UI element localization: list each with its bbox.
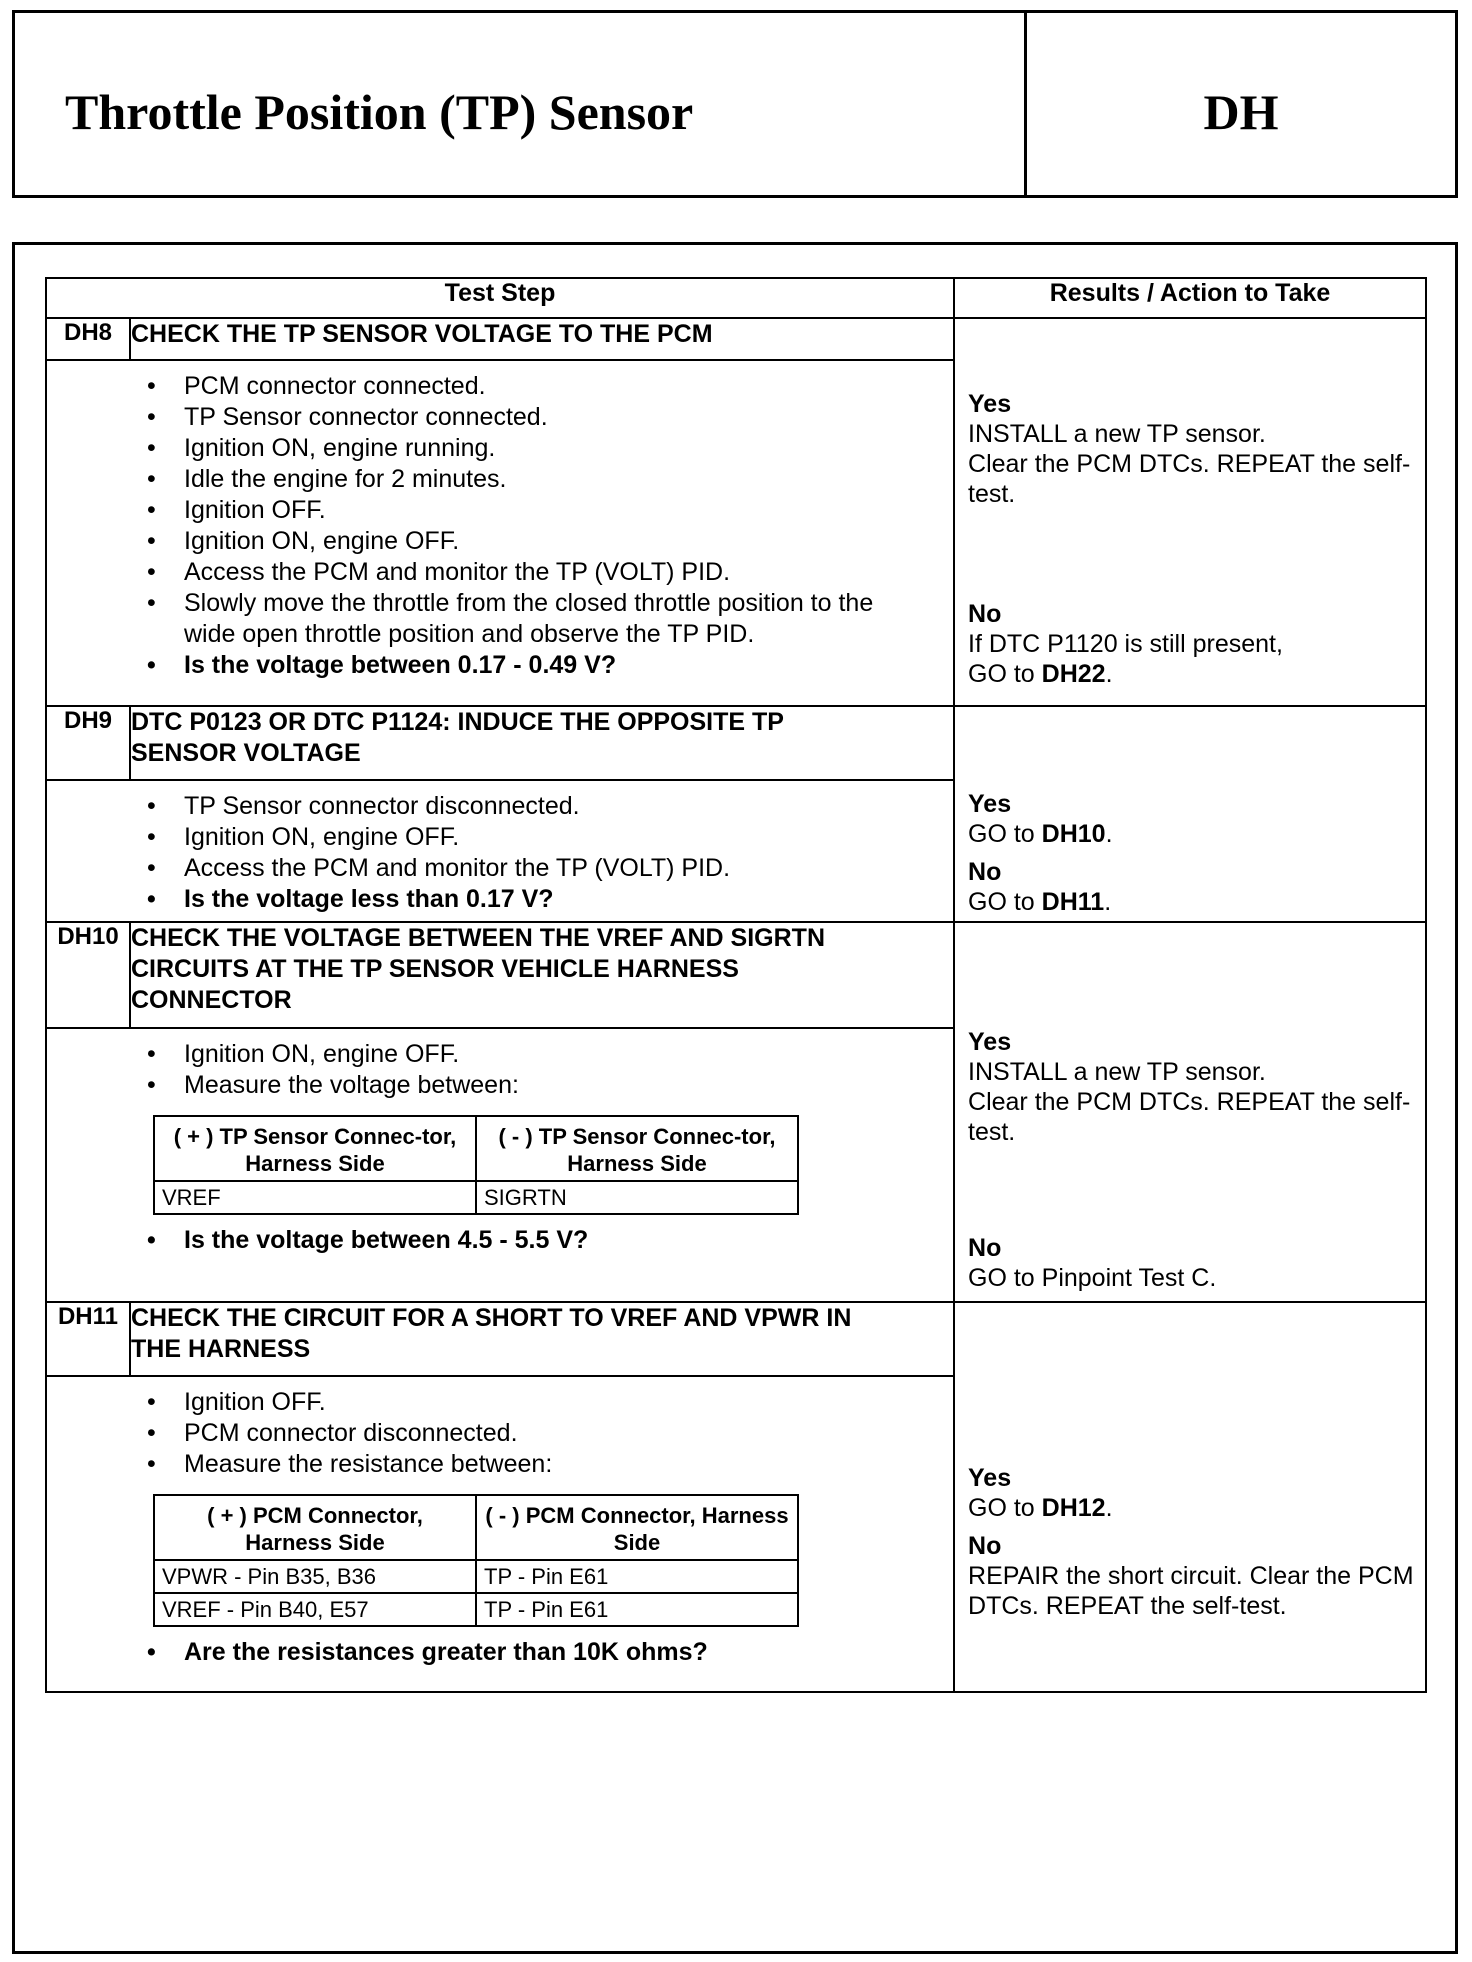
connector-cell: TP - Pin E61: [476, 1593, 798, 1626]
step-bullet: • Measure the resistance between:: [47, 1449, 953, 1480]
step-result: [954, 1302, 1426, 1692]
step-body: [46, 1376, 954, 1692]
table-header-row: [46, 278, 1426, 318]
goto-text: GO to: [968, 1494, 1042, 1522]
goto-end: .: [1105, 1494, 1113, 1522]
step-bullet: • Ignition ON, engine running.: [47, 433, 953, 464]
connector-header-negative: ( - ) TP Sensor Connec-tor, Harness Side: [476, 1116, 798, 1181]
step-id: DH10: [46, 922, 130, 1028]
step-id: DH8: [46, 318, 130, 360]
step-result: [954, 706, 1426, 922]
yes-label: Yes: [968, 1464, 1012, 1492]
connector-table-row: [154, 1560, 798, 1593]
no-label: No: [968, 858, 1002, 886]
yes-action-2: Clear the PCM DTCs. REPEAT the self-test.: [968, 450, 1411, 508]
connector-table-header: [154, 1116, 798, 1181]
goto-end: .: [1105, 660, 1113, 688]
no-label: No: [968, 1532, 1002, 1560]
step-question: • Is the voltage between 0.17 - 0.49 V?: [47, 650, 953, 681]
step-title-row: [46, 922, 1426, 1028]
step-id: DH9: [46, 706, 130, 780]
yes-action: INSTALL a new TP sensor.: [968, 420, 1266, 448]
step-bullet: • PCM connector disconnected.: [47, 1418, 953, 1449]
step-title-row: [46, 706, 1426, 780]
step-bullet: • Measure the voltage between:: [47, 1070, 953, 1101]
connector-header-positive: ( + ) PCM Connector, Harness Side: [154, 1495, 476, 1560]
goto-ref: DH11: [1041, 888, 1105, 916]
step-title: CHECK THE TP SENSOR VOLTAGE TO THE PCM: [130, 318, 954, 360]
step-bullet: • Ignition OFF.: [47, 1387, 953, 1418]
goto-end: .: [1105, 820, 1113, 848]
step-bullet: • Slowly move the throttle from the closed throttle position to the wide open throttle position and observe the TP PID.: [47, 588, 953, 650]
connector-table-row: [154, 1181, 798, 1214]
goto-text: GO to: [968, 820, 1042, 848]
step-bullet: • Access the PCM and monitor the TP (VOLT) PID.: [47, 853, 953, 884]
step-question: • Are the resistances greater than 10K ohms?: [47, 1637, 953, 1668]
step-bullet: • Idle the engine for 2 minutes.: [47, 464, 953, 495]
test-step-table: [45, 277, 1427, 1693]
step-body: [46, 780, 954, 922]
step-bullet: • Ignition OFF.: [47, 495, 953, 526]
connector-table: [153, 1115, 799, 1215]
step-title-row: [46, 1302, 1426, 1376]
goto-ref: DH10: [1041, 820, 1106, 848]
step-result: [954, 318, 1426, 706]
no-action: REPAIR the short circuit. Clear the PCM DTCs. REPEAT the self-test.: [968, 1562, 1414, 1620]
goto-ref: DH22: [1041, 660, 1106, 688]
goto-end: .: [1104, 888, 1112, 916]
connector-cell: VPWR - Pin B35, B36: [154, 1560, 476, 1593]
connector-cell: VREF - Pin B40, E57: [154, 1593, 476, 1626]
goto-text: GO to: [968, 888, 1042, 916]
no-action: GO to Pinpoint Test C.: [968, 1264, 1217, 1292]
connector-header-positive: ( + ) TP Sensor Connec-tor, Harness Side: [154, 1116, 476, 1181]
step-question: • Is the voltage between 4.5 - 5.5 V?: [47, 1225, 953, 1256]
connector-header-negative: ( - ) PCM Connector, Harness Side: [476, 1495, 798, 1560]
connector-table-row: [154, 1593, 798, 1626]
step-title: CHECK THE CIRCUIT FOR A SHORT TO VREF AND VPWR IN THE HARNESS: [130, 1302, 954, 1376]
step-question: • Is the voltage less than 0.17 V?: [47, 884, 953, 915]
connector-cell: VREF: [154, 1181, 476, 1214]
step-bullet: • Ignition ON, engine OFF.: [47, 822, 953, 853]
step-bullet: • TP Sensor connector connected.: [47, 402, 953, 433]
step-bullet: • TP Sensor connector disconnected.: [47, 791, 953, 822]
yes-label: Yes: [968, 390, 1012, 418]
section-code: DH: [1203, 84, 1279, 140]
connector-table: [153, 1494, 799, 1627]
no-goto: [968, 659, 1417, 689]
col-header-test-step: Test Step: [46, 278, 954, 318]
step-id: DH11: [46, 1302, 130, 1376]
page-title: Throttle Position (TP) Sensor: [65, 84, 694, 140]
step-bullet: • Access the PCM and monitor the TP (VOLT) PID.: [47, 557, 953, 588]
step-body: [46, 1028, 954, 1302]
no-label: No: [968, 600, 1002, 628]
step-bullet: • Ignition ON, engine OFF.: [47, 1039, 953, 1070]
col-header-results: Results / Action to Take: [954, 278, 1426, 318]
no-label: No: [968, 1234, 1002, 1262]
step-title: CHECK THE VOLTAGE BETWEEN THE VREF AND SIGRTN CIRCUITS AT THE TP SENSOR VEHICLE HARNESS CONNECTOR: [130, 922, 954, 1028]
yes-action-2: Clear the PCM DTCs. REPEAT the self-test.: [968, 1088, 1411, 1146]
step-bullet: • Ignition ON, engine OFF.: [47, 526, 953, 557]
yes-goto: [968, 819, 1417, 849]
connector-cell: SIGRTN: [476, 1181, 798, 1214]
goto-ref: DH12: [1041, 1494, 1106, 1522]
connector-cell: TP - Pin E61: [476, 1560, 798, 1593]
yes-action: INSTALL a new TP sensor.: [968, 1058, 1266, 1086]
yes-label: Yes: [968, 1028, 1012, 1056]
step-result: [954, 922, 1426, 1302]
page-header: [12, 10, 1458, 198]
yes-goto: [968, 1493, 1417, 1523]
connector-table-header: [154, 1495, 798, 1560]
step-title-row: [46, 318, 1426, 360]
step-title: DTC P0123 OR DTC P1124: INDUCE THE OPPOSITE TP SENSOR VOLTAGE: [130, 706, 954, 780]
no-action: If DTC P1120 is still present,: [968, 630, 1283, 658]
no-goto: [968, 887, 1417, 917]
yes-label: Yes: [968, 790, 1012, 818]
step-bullet: • PCM connector connected.: [47, 371, 953, 402]
step-body: [46, 360, 954, 706]
goto-text: GO to: [968, 660, 1042, 688]
